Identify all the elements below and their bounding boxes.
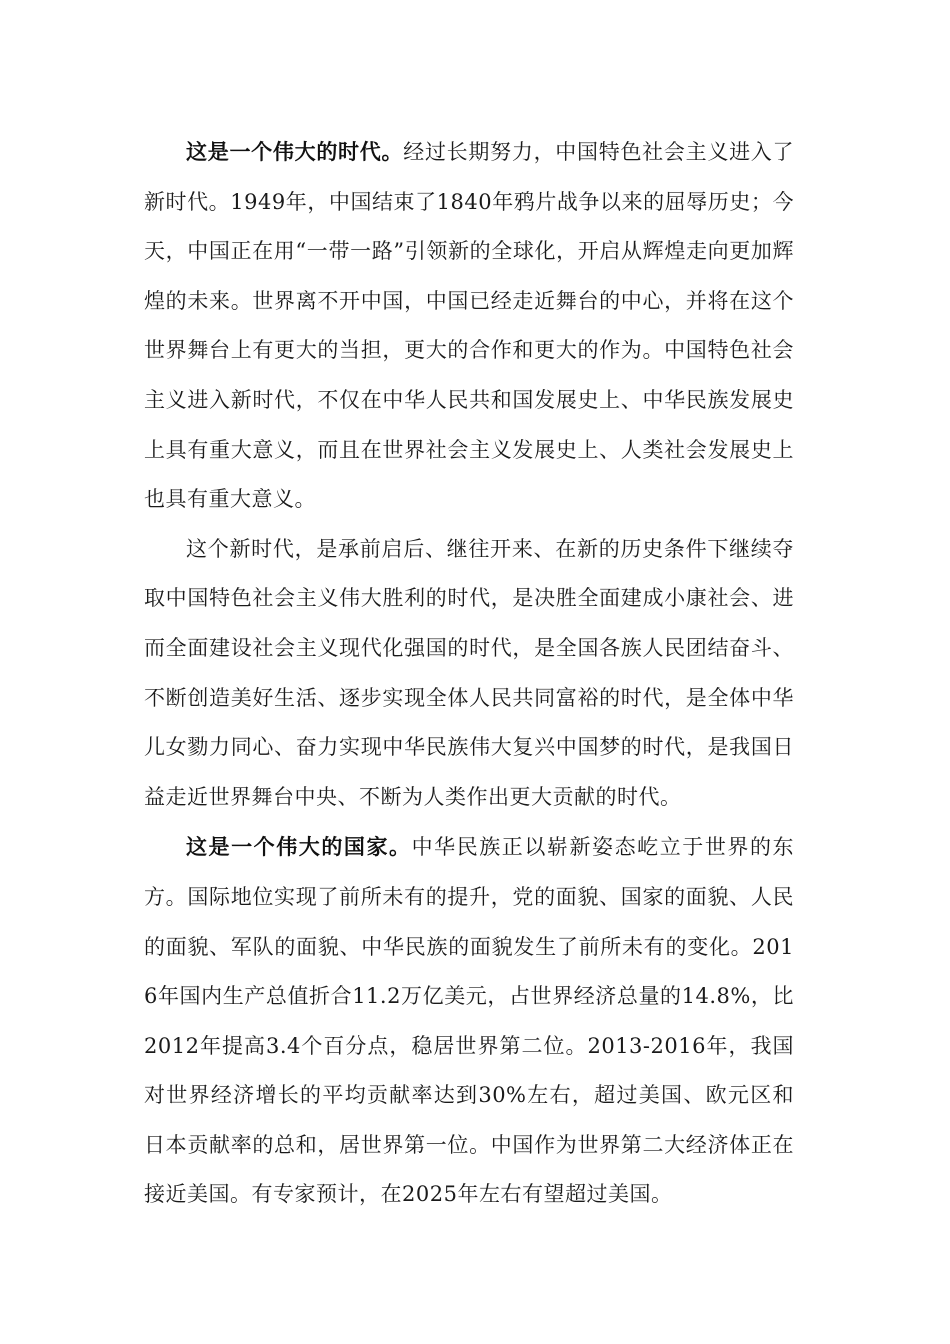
document-body bbox=[144, 127, 794, 1220]
paragraph-text: 这个新时代，是承前启后、继往开来、在新的历史条件下继续夺取中国特色社会主义伟大胜利的时代，是决胜全面建成小康社会、进而全面建设社会主义现代化强国的时代，是全国各族人民团结奋斗、不断创造美好生活、逐步实现全体人民共同富裕的时代，是全体中华儿女勠力同心、奋力实现中华民族伟大复兴中国梦的时代，是我国日益走近世界舞台中央、不断为人类作出更大贡献的时代。 bbox=[144, 536, 794, 809]
paragraph-great-country bbox=[144, 822, 794, 1220]
paragraph-text: 经过长期努力，中国特色社会主义进入了新时代。1949年，中国结束了1840年鸦片战争以来的屈辱历史；今天，中国正在用“一带一路”引领新的全球化，开启从辉煌走向更加辉煌的未来。世界离不开中国，中国已经走近舞台的中心，并将在这个世界舞台上有更大的当担，更大的合作和更大的作为。中国特色社会主义进入新时代，不仅在中华人民共和国发展史上、中华民族发展史上具有重大意义，而且在世界社会主义发展史上、人类社会发展史上也具有重大意义。 bbox=[144, 140, 795, 512]
paragraph-lead-heading: 这是一个伟大的国家。 bbox=[186, 834, 412, 860]
paragraph-text: 中华民族正以崭新姿态屹立于世界的东方。国际地位实现了前所未有的提升，党的面貌、国家的面貌、人民的面貌、军队的面貌、中华民族的面貌发生了前所未有的变化。2016年国内生产总值折合11.2万亿美元，占世界经济总量的14.8%，比2012年提高3.4个百分点，稳居世界第二位。2013-2016年，我国对世界经济增长的平均贡献率达到30%左右，超过美国、欧元区和日本贡献率的总和，居世界第一位。中国作为世界第二大经济体正在接近美国。有专家预计，在2025年左右有望超过美国。 bbox=[144, 835, 794, 1207]
paragraph-lead-heading: 这是一个伟大的时代。 bbox=[186, 139, 404, 164]
paragraph-new-era bbox=[144, 525, 794, 823]
paragraph-great-era bbox=[144, 127, 794, 525]
